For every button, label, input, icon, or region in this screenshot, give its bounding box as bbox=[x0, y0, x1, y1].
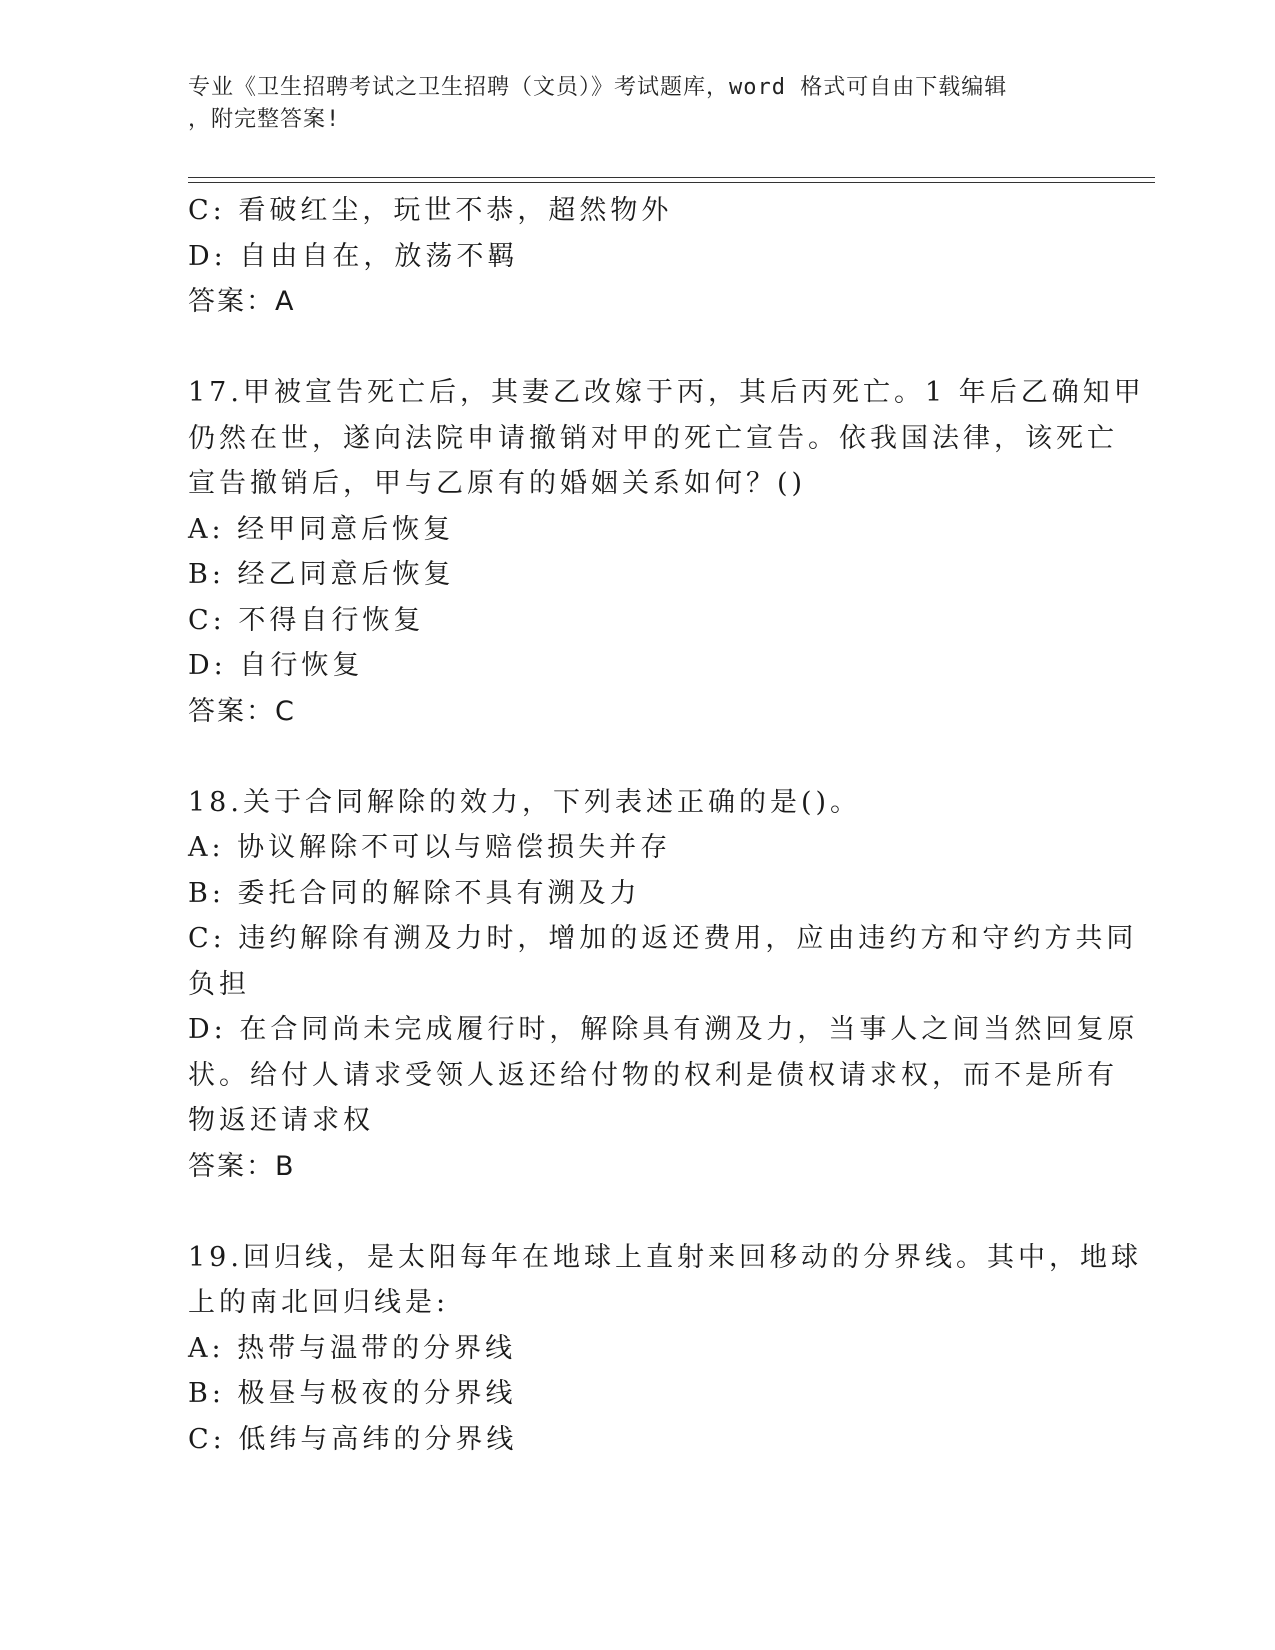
question-19 bbox=[188, 1235, 1142, 1463]
question-stem-line: 仍然在世，遂向法院申请撤销对甲的死亡宣告。依我国法律，该死亡 bbox=[188, 422, 1118, 454]
option-c: C: 违约解除有溯及力时，增加的返还费用，应由违约方和守约方共同 bbox=[188, 923, 1138, 954]
option-c: C: 低纬与高纬的分界线 bbox=[188, 1423, 518, 1455]
header-title-line-2: ，附完整答案! bbox=[188, 107, 341, 132]
option-d: D: 自由自在，放荡不羁 bbox=[188, 240, 519, 272]
header-title-line-1: 专业《卫生招聘考试之卫生招聘（文员）》考试题库，word 格式可自由下载编辑 bbox=[188, 75, 1008, 100]
answer-label: 答案：B bbox=[188, 1150, 296, 1182]
option-c-continuation: 负担 bbox=[188, 968, 250, 1000]
question-stem-line: 宣告撤销后，甲与乙原有的婚姻关系如何？() bbox=[188, 468, 807, 499]
question-16-tail bbox=[188, 188, 1078, 325]
answer-label: 答案：A bbox=[188, 286, 296, 317]
option-d-continuation: 状。给付人请求受领人返还给付物的权利是债权请求权，而不是所有 bbox=[188, 1059, 1118, 1091]
option-d: D: 在合同尚未完成履行时，解除具有溯及力，当事人之间当然回复原 bbox=[188, 1014, 1139, 1045]
question-17 bbox=[188, 370, 1145, 734]
option-c: C: 不得自行恢复 bbox=[188, 604, 425, 636]
option-d-continuation: 物返还请求权 bbox=[188, 1105, 374, 1136]
header-divider bbox=[188, 177, 1155, 183]
question-stem-line: 上的南北回归线是: bbox=[188, 1287, 450, 1318]
question-stem-line: 17.甲被宣告死亡后，其妻乙改嫁于丙，其后丙死亡。1 年后乙确知甲 bbox=[188, 377, 1145, 408]
option-d: D: 自行恢复 bbox=[188, 650, 364, 681]
question-stem-line: 19.回归线，是太阳每年在地球上直射来回移动的分界线。其中，地球 bbox=[188, 1241, 1142, 1273]
option-b: B: 委托合同的解除不具有溯及力 bbox=[188, 877, 641, 909]
answer-label: 答案：C bbox=[188, 695, 296, 727]
option-a: A: 协议解除不可以与赔偿损失并存 bbox=[188, 832, 672, 863]
option-a: A: 热带与温带的分界线 bbox=[188, 1332, 517, 1364]
option-b: B: 极昼与极夜的分界线 bbox=[188, 1378, 517, 1409]
option-b: B: 经乙同意后恢复 bbox=[188, 559, 455, 590]
document-body bbox=[188, 188, 1145, 1462]
option-a: A: 经甲同意后恢复 bbox=[188, 513, 455, 545]
option-c: C: 看破红尘，玩世不恭，超然物外 bbox=[188, 195, 673, 226]
question-18 bbox=[188, 780, 1139, 1190]
document-header bbox=[188, 72, 1088, 136]
question-stem-line: 18.关于合同解除的效力，下列表述正确的是()。 bbox=[188, 786, 862, 818]
